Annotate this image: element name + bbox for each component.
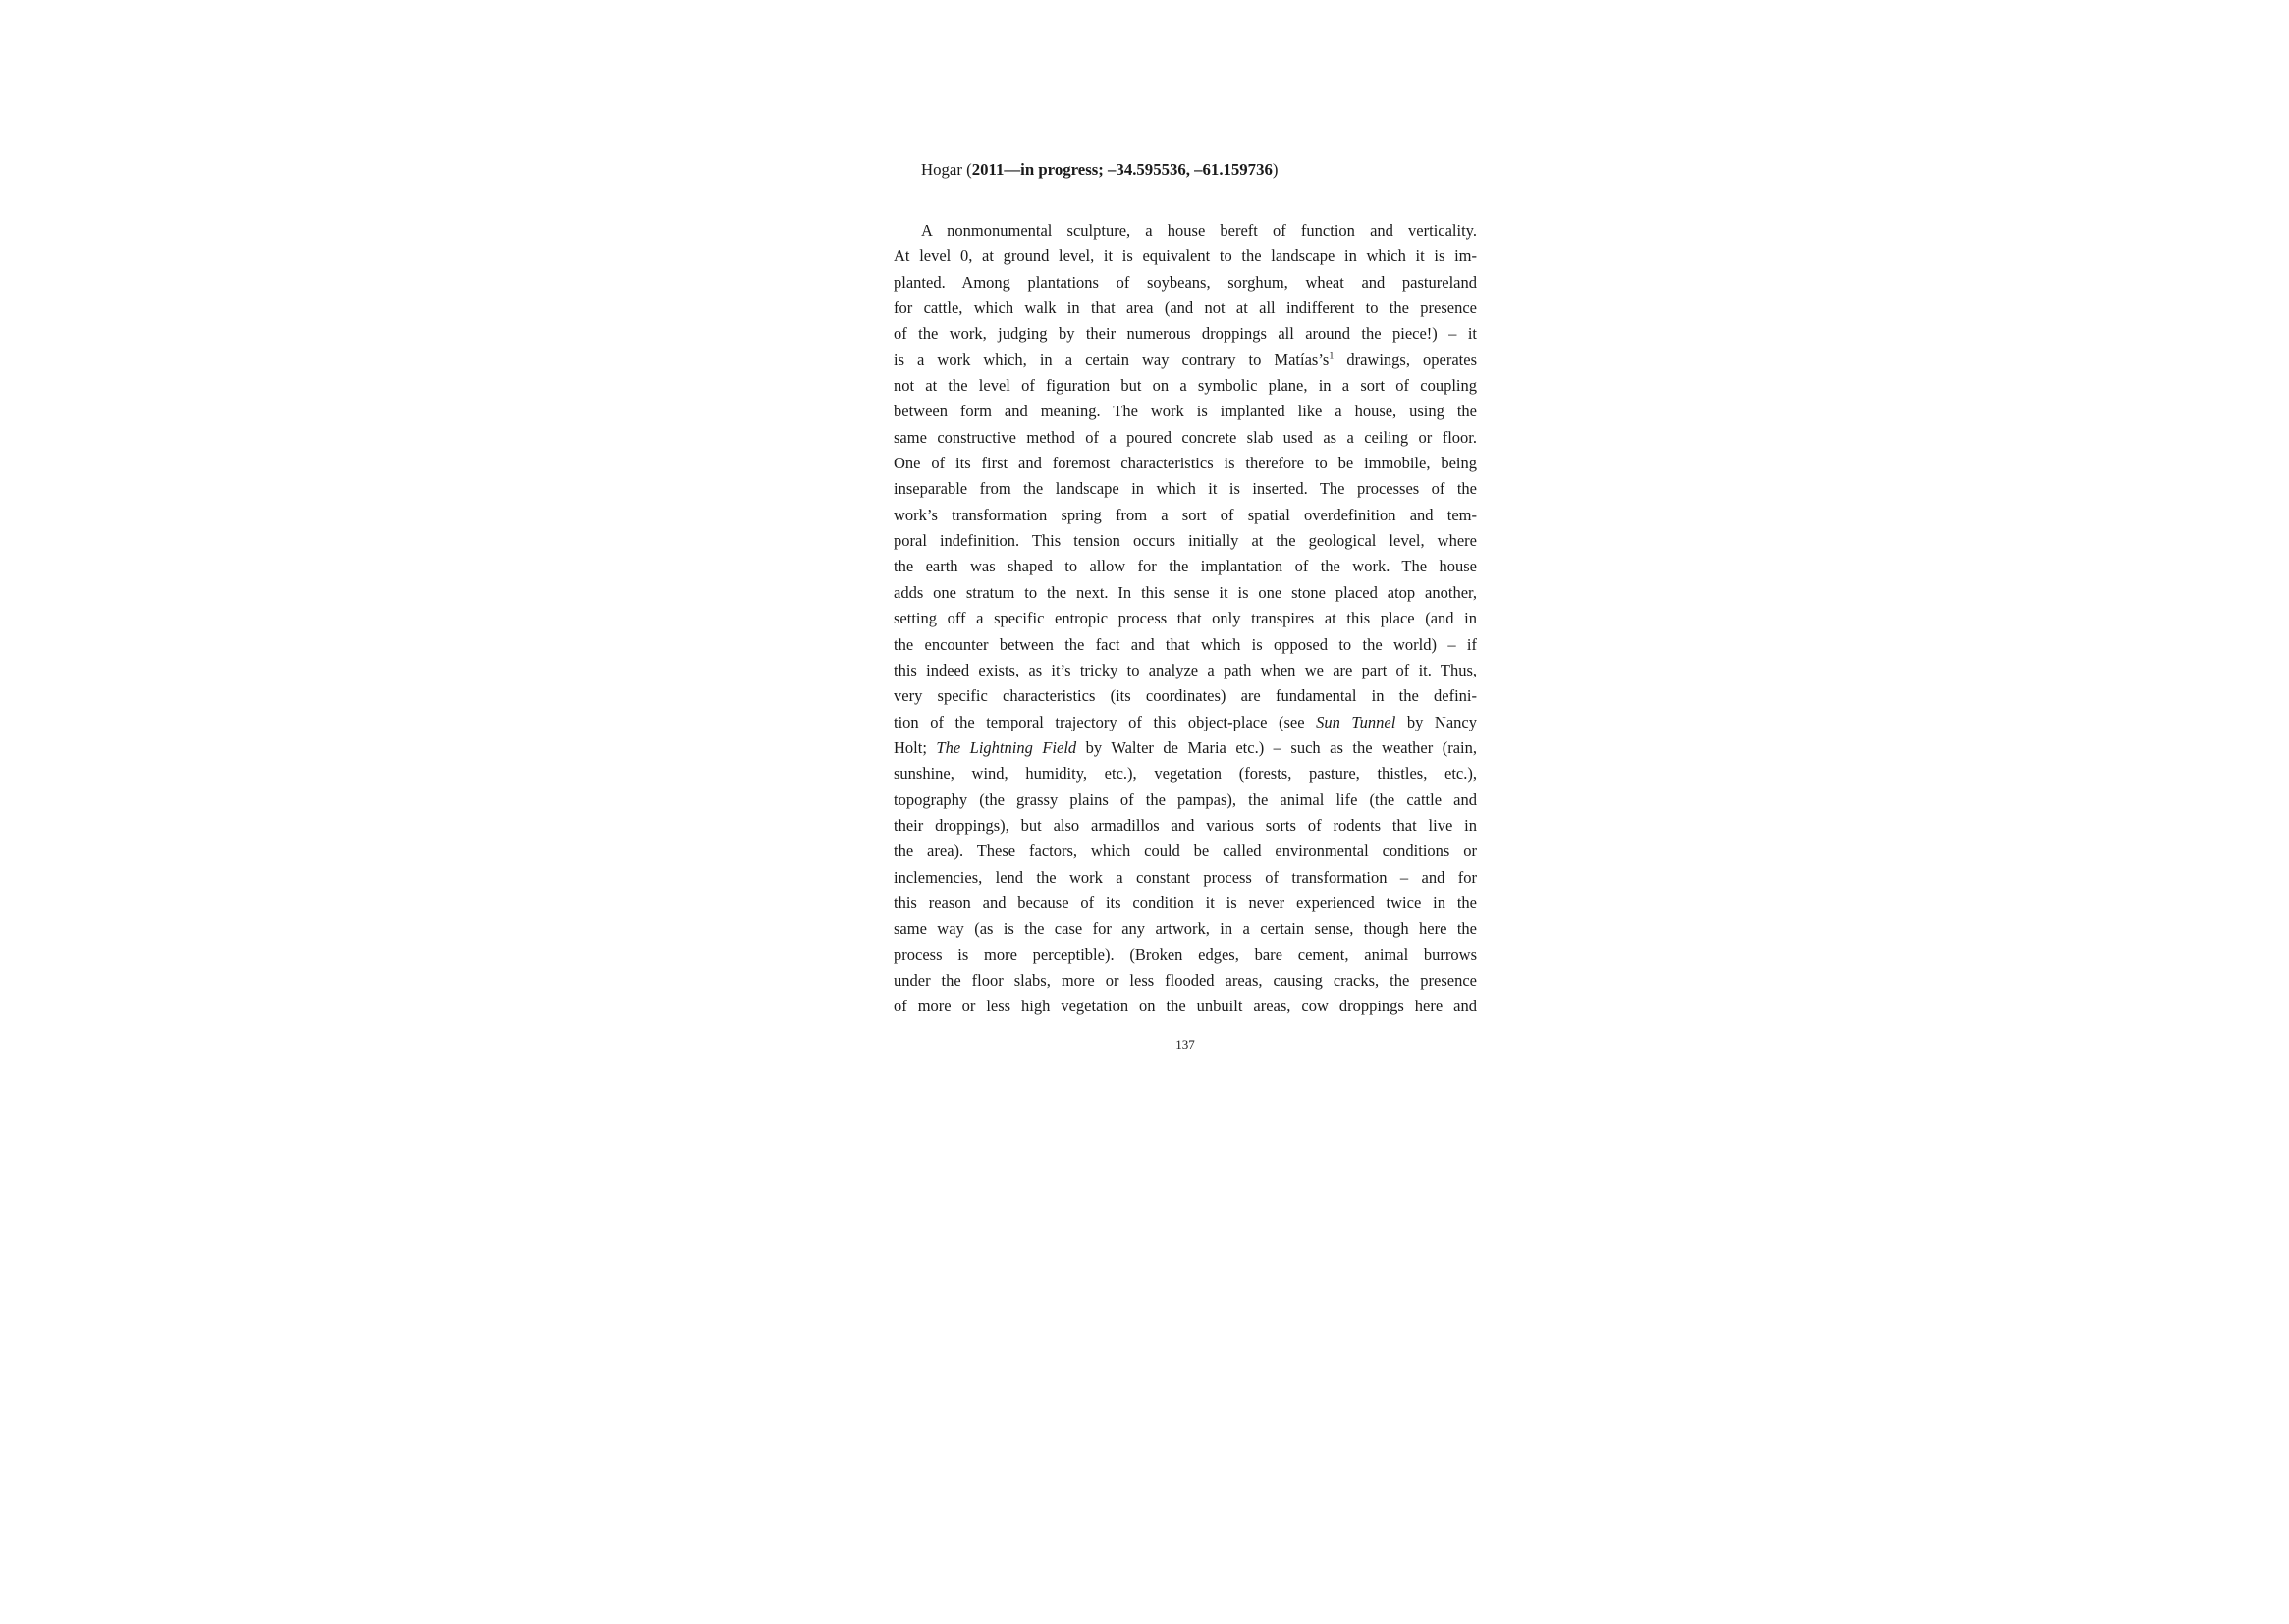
body-text [894,218,1477,1020]
body-line-segment: Sun Tunnel [1316,712,1396,731]
body-line [894,943,1477,968]
body-line-segment: of the work, judging by their numerous droppings all around the piece!) – it [894,324,1477,344]
body-line-segment: the area). These factors, which could be called environmental conditions or [894,841,1477,861]
body-line-segment: Holt; [894,737,937,757]
body-line-segment: The Lightning Field [936,737,1077,757]
work-title-prefix: Hogar ( [921,160,972,179]
body-line [894,761,1477,786]
body-line-segment: drawings, operates [1334,350,1477,369]
body-line-segment: sunshine, wind, humidity, etc.), vegetation (forests, pasture, thistles, etc.), [894,764,1477,784]
body-line [894,503,1477,528]
body-line-segment: tion of the temporal trajectory of this object-place (see [894,712,1317,731]
footnote-marker: 1 [1329,351,1335,362]
body-line [894,968,1477,994]
body-line [894,373,1477,399]
body-line-segment: work’s transformation spring from a sort of spatial overdefinition and tem- [894,505,1477,524]
body-line-segment: topography (the grassy plains of the pampas), the animal life (the cattle and [894,789,1477,809]
body-line [894,994,1477,1019]
body-line [894,606,1477,631]
body-line [894,476,1477,502]
page-number: 137 [1175,1037,1195,1052]
body-line [894,787,1477,813]
body-line [894,916,1477,942]
work-title-suffix: ) [1272,160,1279,179]
body-line-segment: same constructive method of a poured concrete slab used as a ceiling or floor. [894,427,1477,447]
body-line-segment: same way (as is the case for any artwork, in a certain sense, though here the [894,919,1477,939]
body-line-segment: process is more perceptible). (Broken edges, bare cement, animal burrows [894,945,1477,964]
body-line-segment: At level 0, at ground level, it is equivalent to the landscape in which it is im- [894,246,1477,266]
body-line [894,865,1477,891]
body-line [894,244,1477,269]
body-line-segment: for cattle, which walk in that area (and not at all indifferent to the presence [894,298,1477,318]
body-line [894,321,1477,347]
body-line [894,425,1477,451]
body-line [894,710,1477,735]
body-line-segment: setting off a specific entropic process that only transpires at this place (and in [894,609,1477,628]
body-line [894,735,1477,761]
body-line [894,554,1477,579]
body-line [894,658,1477,683]
body-line-segment: of more or less high vegetation on the unbuilt areas, cow droppings here and [894,997,1477,1016]
work-title-dates-coordinates: 2011—in progress; –34.595536, –61.159736 [971,160,1273,179]
body-line [894,839,1477,864]
body-line-segment: this indeed exists, as it’s tricky to analyze a path when we are part of it. Thus, [894,660,1477,679]
body-line [894,683,1477,709]
body-line [894,451,1477,476]
body-line-segment: One of its first and foremost characteristics is therefore to be immobile, being [894,454,1477,473]
body-line [894,348,1477,373]
body-line-segment: A nonmonumental sculpture, a house bereft of function and verticality. [921,221,1477,240]
body-line-segment: this reason and because of its condition it is never experienced twice in the [894,893,1477,912]
body-line-segment: by Nancy [1395,712,1477,731]
body-line [894,270,1477,296]
body-line-segment: by Walter de Maria etc.) – such as the weather (rain, [1076,737,1477,757]
body-line [894,528,1477,554]
body-line [894,296,1477,321]
body-line-segment: their droppings), but also armadillos and various sorts of rodents that live in [894,815,1477,835]
body-line-segment: between form and meaning. The work is implanted like a house, using the [894,402,1477,421]
body-line [894,891,1477,916]
body-line-segment: inclemencies, lend the work a constant process of transformation – and for [894,867,1477,887]
body-line-segment: the earth was shaped to allow for the implantation of the work. The house [894,557,1477,576]
text-column [894,157,1477,1020]
body-line-segment: the encounter between the fact and that which is opposed to the world) – if [894,634,1477,654]
body-line-segment: poral indefinition. This tension occurs initially at the geological level, where [894,531,1477,551]
work-title [894,157,1477,183]
body-line [894,218,1477,244]
body-line-segment: is a work which, in a certain way contrary to Matías’s [894,350,1330,369]
body-line-segment: very specific characteristics (its coordinates) are fundamental in the defini- [894,686,1477,706]
body-line-segment: inseparable from the landscape in which it is inserted. The processes of the [894,479,1477,499]
body-line-segment: planted. Among plantations of soybeans, sorghum, wheat and pastureland [894,272,1477,292]
body-line [894,813,1477,839]
body-line-segment: under the floor slabs, more or less flooded areas, causing cracks, the presence [894,970,1477,990]
body-line [894,632,1477,658]
body-line [894,580,1477,606]
body-line [894,399,1477,424]
body-line-segment: adds one stratum to the next. In this sense it is one stone placed atop another, [894,582,1477,602]
body-line-segment: not at the level of figuration but on a symbolic plane, in a sort of coupling [894,376,1477,396]
